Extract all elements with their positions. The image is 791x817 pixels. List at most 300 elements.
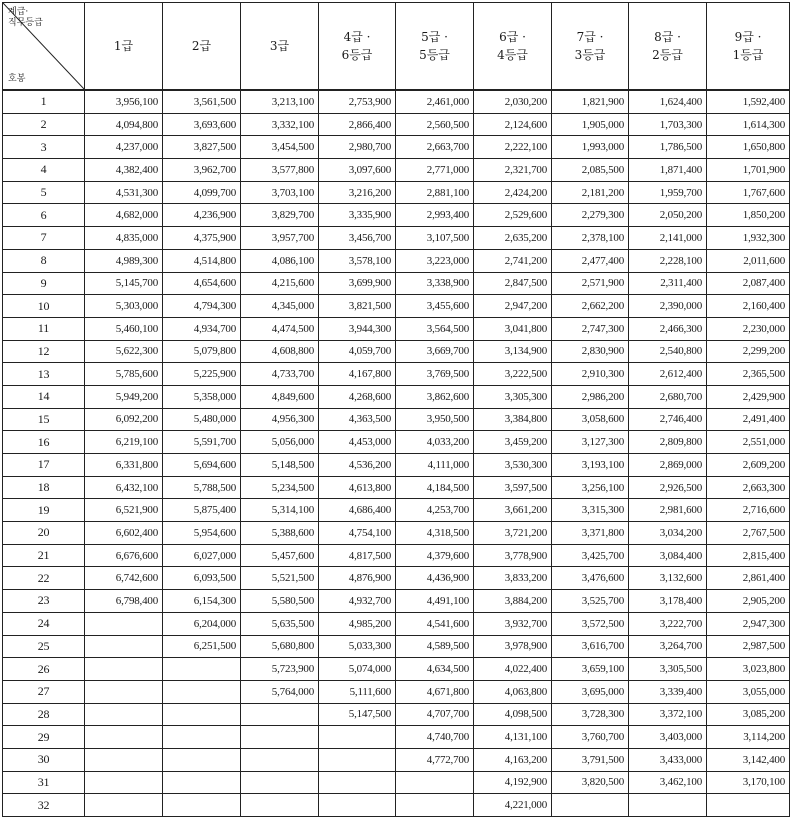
table-row	[3, 317, 790, 340]
salary-cell: 3,264,700	[629, 635, 707, 658]
step-number-cell: 21	[3, 544, 85, 567]
salary-cell: 2,390,000	[629, 295, 707, 318]
step-number-cell: 25	[3, 635, 85, 658]
salary-cell: 2,279,300	[552, 204, 629, 227]
salary-cell: 4,059,700	[319, 340, 396, 363]
salary-cell: 3,829,700	[241, 204, 319, 227]
grade-header	[552, 3, 629, 91]
salary-cell: 4,634,500	[396, 658, 474, 681]
salary-cell: 4,754,100	[319, 522, 396, 545]
salary-cell	[319, 726, 396, 749]
table-row	[3, 136, 790, 159]
step-number-cell: 23	[3, 590, 85, 613]
salary-cell: 2,571,900	[552, 272, 629, 295]
salary-cell	[85, 635, 163, 658]
salary-cell: 3,055,000	[707, 680, 790, 703]
grade-label: 9급 ·	[734, 30, 762, 44]
salary-cell: 4,740,700	[396, 726, 474, 749]
salary-cell: 4,131,100	[474, 726, 552, 749]
salary-cell: 3,572,500	[552, 612, 629, 635]
table-body	[3, 90, 790, 817]
salary-cell: 2,663,300	[707, 476, 790, 499]
salary-cell: 5,635,500	[241, 612, 319, 635]
salary-cell: 2,905,200	[707, 590, 790, 613]
salary-cell: 3,223,000	[396, 249, 474, 272]
salary-cell: 4,876,900	[319, 567, 396, 590]
step-number-cell: 10	[3, 295, 85, 318]
job-grade-label: 5등급	[419, 48, 450, 62]
salary-cell: 4,671,800	[396, 680, 474, 703]
table-row	[3, 476, 790, 499]
salary-cell: 3,107,500	[396, 227, 474, 250]
salary-cell: 4,318,500	[396, 522, 474, 545]
salary-cell: 3,778,900	[474, 544, 552, 567]
step-number-cell: 7	[3, 227, 85, 250]
table-row	[3, 249, 790, 272]
salary-cell: 3,728,300	[552, 703, 629, 726]
corner-bottom-label: 호봉	[8, 74, 26, 84]
salary-cell: 3,335,900	[319, 204, 396, 227]
salary-cell: 4,541,600	[396, 612, 474, 635]
salary-cell: 5,591,700	[163, 431, 241, 454]
salary-cell: 4,589,500	[396, 635, 474, 658]
salary-cell	[552, 794, 629, 817]
salary-cell: 5,680,800	[241, 635, 319, 658]
salary-cell: 4,794,300	[163, 295, 241, 318]
salary-cell: 4,956,300	[241, 408, 319, 431]
salary-cell: 2,141,000	[629, 227, 707, 250]
salary-cell: 3,132,600	[629, 567, 707, 590]
salary-cell: 5,225,900	[163, 363, 241, 386]
salary-cell: 3,455,600	[396, 295, 474, 318]
salary-cell: 2,980,700	[319, 136, 396, 159]
salary-cell: 4,099,700	[163, 181, 241, 204]
salary-cell	[319, 748, 396, 771]
salary-cell: 3,791,500	[552, 748, 629, 771]
salary-cell: 2,529,600	[474, 204, 552, 227]
salary-cell: 3,821,500	[319, 295, 396, 318]
table-row	[3, 431, 790, 454]
salary-cell: 1,650,800	[707, 136, 790, 159]
salary-cell: 3,170,100	[707, 771, 790, 794]
salary-cell: 4,682,000	[85, 204, 163, 227]
salary-cell: 1,614,300	[707, 113, 790, 136]
salary-cell: 2,981,600	[629, 499, 707, 522]
salary-cell	[85, 680, 163, 703]
table-row	[3, 227, 790, 250]
salary-cell: 4,733,700	[241, 363, 319, 386]
salary-cell: 5,145,700	[85, 272, 163, 295]
salary-cell: 3,962,700	[163, 159, 241, 182]
step-number-cell: 11	[3, 317, 85, 340]
salary-cell: 5,074,000	[319, 658, 396, 681]
salary-cell: 3,332,100	[241, 113, 319, 136]
salary-cell: 3,820,500	[552, 771, 629, 794]
table-row	[3, 295, 790, 318]
salary-cell: 4,237,000	[85, 136, 163, 159]
salary-cell: 2,030,200	[474, 90, 552, 113]
salary-cell: 2,424,200	[474, 181, 552, 204]
table-row	[3, 340, 790, 363]
salary-cell	[85, 748, 163, 771]
salary-cell: 3,305,500	[629, 658, 707, 681]
salary-cell	[241, 771, 319, 794]
salary-cell: 4,086,100	[241, 249, 319, 272]
salary-cell: 5,949,200	[85, 385, 163, 408]
salary-cell: 3,476,600	[552, 567, 629, 590]
salary-cell: 4,236,900	[163, 204, 241, 227]
salary-cell: 3,561,500	[163, 90, 241, 113]
salary-cell: 4,033,200	[396, 431, 474, 454]
salary-cell: 4,111,000	[396, 454, 474, 477]
salary-cell: 1,703,300	[629, 113, 707, 136]
salary-cell: 2,635,200	[474, 227, 552, 250]
grade-label: 1급	[113, 39, 134, 53]
salary-cell: 2,746,400	[629, 408, 707, 431]
salary-cell: 5,580,500	[241, 590, 319, 613]
step-number-cell: 27	[3, 680, 85, 703]
salary-cell: 1,932,300	[707, 227, 790, 250]
salary-cell: 3,058,600	[552, 408, 629, 431]
salary-cell: 3,957,700	[241, 227, 319, 250]
salary-cell: 3,578,100	[319, 249, 396, 272]
table-row	[3, 658, 790, 681]
salary-cell: 1,993,000	[552, 136, 629, 159]
salary-cell: 3,661,200	[474, 499, 552, 522]
salary-cell: 3,084,400	[629, 544, 707, 567]
salary-cell: 5,457,600	[241, 544, 319, 567]
salary-cell: 3,669,700	[396, 340, 474, 363]
salary-cell	[85, 612, 163, 635]
table-header	[3, 3, 790, 91]
grade-header	[163, 3, 241, 91]
job-grade-label: 2등급	[652, 48, 683, 62]
salary-cell: 2,869,000	[629, 454, 707, 477]
salary-cell: 3,403,000	[629, 726, 707, 749]
salary-cell: 3,525,700	[552, 590, 629, 613]
salary-cell: 4,536,200	[319, 454, 396, 477]
salary-cell	[241, 794, 319, 817]
salary-cell: 3,178,400	[629, 590, 707, 613]
salary-cell: 2,866,400	[319, 113, 396, 136]
salary-cell: 4,192,900	[474, 771, 552, 794]
salary-cell: 5,111,600	[319, 680, 396, 703]
table-row	[3, 385, 790, 408]
job-grade-label: 3등급	[574, 48, 606, 62]
salary-cell	[396, 771, 474, 794]
salary-cell: 2,124,600	[474, 113, 552, 136]
salary-cell: 6,602,400	[85, 522, 163, 545]
step-number-cell: 17	[3, 454, 85, 477]
table-row	[3, 726, 790, 749]
salary-cell: 3,213,100	[241, 90, 319, 113]
table-row	[3, 635, 790, 658]
salary-cell: 2,741,200	[474, 249, 552, 272]
salary-cell: 4,436,900	[396, 567, 474, 590]
salary-cell: 4,379,600	[396, 544, 474, 567]
salary-cell: 5,388,600	[241, 522, 319, 545]
step-number-cell: 13	[3, 363, 85, 386]
salary-cell: 5,234,500	[241, 476, 319, 499]
table-row	[3, 90, 790, 113]
salary-table-container	[2, 2, 789, 812]
step-number-cell: 22	[3, 567, 85, 590]
salary-cell: 2,160,400	[707, 295, 790, 318]
salary-cell: 6,676,600	[85, 544, 163, 567]
table-row	[3, 499, 790, 522]
salary-cell: 2,680,700	[629, 385, 707, 408]
salary-cell	[85, 658, 163, 681]
step-number-cell: 3	[3, 136, 85, 159]
job-grade-label: 4등급	[497, 48, 528, 62]
salary-cell: 3,932,700	[474, 612, 552, 635]
salary-cell: 2,847,500	[474, 272, 552, 295]
header-row	[3, 3, 790, 91]
salary-cell: 3,384,800	[474, 408, 552, 431]
salary-cell: 5,148,500	[241, 454, 319, 477]
salary-cell: 4,835,000	[85, 227, 163, 250]
salary-cell: 2,429,900	[707, 385, 790, 408]
salary-cell: 3,338,900	[396, 272, 474, 295]
salary-cell: 2,466,300	[629, 317, 707, 340]
salary-cell: 2,771,000	[396, 159, 474, 182]
salary-cell: 3,222,500	[474, 363, 552, 386]
salary-cell	[319, 771, 396, 794]
step-number-cell: 6	[3, 204, 85, 227]
salary-cell: 4,098,500	[474, 703, 552, 726]
salary-cell: 6,798,400	[85, 590, 163, 613]
salary-cell: 4,345,000	[241, 295, 319, 318]
corner-header-cell	[3, 3, 85, 91]
salary-cell: 4,817,500	[319, 544, 396, 567]
salary-cell: 2,230,000	[707, 317, 790, 340]
salary-cell: 4,163,200	[474, 748, 552, 771]
table-row	[3, 567, 790, 590]
salary-cell: 3,114,200	[707, 726, 790, 749]
salary-cell: 5,764,000	[241, 680, 319, 703]
step-number-cell: 29	[3, 726, 85, 749]
step-number-cell: 19	[3, 499, 85, 522]
job-grade-label: 6등급	[341, 48, 373, 62]
salary-cell: 2,228,100	[629, 249, 707, 272]
salary-cell: 5,521,500	[241, 567, 319, 590]
salary-cell	[396, 794, 474, 817]
salary-cell: 2,662,200	[552, 295, 629, 318]
salary-cell: 3,023,800	[707, 658, 790, 681]
salary-cell: 1,871,400	[629, 159, 707, 182]
salary-cell: 3,769,500	[396, 363, 474, 386]
grade-header	[85, 3, 163, 91]
salary-cell: 5,622,300	[85, 340, 163, 363]
salary-cell: 6,432,100	[85, 476, 163, 499]
corner-top-label	[8, 7, 43, 29]
salary-cell: 4,934,700	[163, 317, 241, 340]
step-number-cell: 5	[3, 181, 85, 204]
table-row	[3, 771, 790, 794]
salary-cell: 4,985,200	[319, 612, 396, 635]
step-number-cell: 9	[3, 272, 85, 295]
salary-cell: 3,884,200	[474, 590, 552, 613]
table-row	[3, 522, 790, 545]
step-number-cell: 24	[3, 612, 85, 635]
salary-cell: 2,461,000	[396, 90, 474, 113]
step-number-cell: 32	[3, 794, 85, 817]
salary-cell: 2,299,200	[707, 340, 790, 363]
salary-cell: 6,742,600	[85, 567, 163, 590]
grade-label: 5급 ·	[421, 30, 448, 44]
salary-cell: 3,530,300	[474, 454, 552, 477]
salary-cell: 1,624,400	[629, 90, 707, 113]
grade-label: 2급	[191, 39, 212, 53]
salary-cell: 5,723,900	[241, 658, 319, 681]
salary-cell: 2,378,100	[552, 227, 629, 250]
table-row	[3, 794, 790, 817]
salary-cell: 3,371,800	[552, 522, 629, 545]
salary-cell: 4,932,700	[319, 590, 396, 613]
salary-cell: 2,716,600	[707, 499, 790, 522]
salary-cell	[163, 794, 241, 817]
table-row	[3, 272, 790, 295]
salary-cell: 5,875,400	[163, 499, 241, 522]
salary-cell: 3,339,400	[629, 680, 707, 703]
salary-cell: 3,616,700	[552, 635, 629, 658]
salary-cell: 5,314,100	[241, 499, 319, 522]
corner-top-line1: 계급·	[8, 7, 29, 17]
salary-cell: 2,609,200	[707, 454, 790, 477]
salary-cell: 2,926,500	[629, 476, 707, 499]
salary-cell: 2,910,300	[552, 363, 629, 386]
grade-header	[319, 3, 396, 91]
salary-cell: 4,514,800	[163, 249, 241, 272]
salary-cell: 6,251,500	[163, 635, 241, 658]
salary-cell: 4,215,600	[241, 272, 319, 295]
salary-cell: 3,564,500	[396, 317, 474, 340]
grade-label: 8급 ·	[654, 30, 681, 44]
step-number-cell: 20	[3, 522, 85, 545]
step-number-cell: 1	[3, 90, 85, 113]
salary-cell: 6,204,000	[163, 612, 241, 635]
salary-cell: 3,862,600	[396, 385, 474, 408]
salary-cell: 5,460,100	[85, 317, 163, 340]
salary-cell: 2,560,500	[396, 113, 474, 136]
salary-cell: 3,833,200	[474, 567, 552, 590]
salary-cell: 3,454,500	[241, 136, 319, 159]
salary-cell: 3,695,000	[552, 680, 629, 703]
salary-cell: 2,612,400	[629, 363, 707, 386]
salary-cell: 2,311,400	[629, 272, 707, 295]
salary-cell	[241, 703, 319, 726]
salary-cell: 4,221,000	[474, 794, 552, 817]
salary-cell: 4,363,500	[319, 408, 396, 431]
salary-cell: 3,597,500	[474, 476, 552, 499]
salary-cell: 3,127,300	[552, 431, 629, 454]
salary-cell: 4,531,300	[85, 181, 163, 204]
salary-cell: 3,827,500	[163, 136, 241, 159]
salary-cell: 4,167,800	[319, 363, 396, 386]
salary-cell: 4,491,100	[396, 590, 474, 613]
salary-cell: 2,087,400	[707, 272, 790, 295]
salary-cell: 2,663,700	[396, 136, 474, 159]
salary-cell: 3,433,000	[629, 748, 707, 771]
salary-cell: 3,659,100	[552, 658, 629, 681]
salary-cell: 3,193,100	[552, 454, 629, 477]
salary-cell: 4,184,500	[396, 476, 474, 499]
table-row	[3, 408, 790, 431]
salary-cell: 4,608,800	[241, 340, 319, 363]
step-number-cell: 18	[3, 476, 85, 499]
salary-cell: 1,850,200	[707, 204, 790, 227]
grade-label: 3급	[269, 39, 290, 53]
salary-cell: 3,721,200	[474, 522, 552, 545]
salary-cell: 4,094,800	[85, 113, 163, 136]
salary-cell: 5,785,600	[85, 363, 163, 386]
salary-cell: 2,747,300	[552, 317, 629, 340]
table-row	[3, 703, 790, 726]
salary-cell: 4,654,600	[163, 272, 241, 295]
salary-cell: 3,097,600	[319, 159, 396, 182]
salary-cell	[85, 726, 163, 749]
salary-cell: 5,358,000	[163, 385, 241, 408]
salary-cell: 3,041,800	[474, 317, 552, 340]
salary-cell: 2,085,500	[552, 159, 629, 182]
salary-cell: 2,881,100	[396, 181, 474, 204]
step-number-cell: 2	[3, 113, 85, 136]
salary-cell: 3,305,300	[474, 385, 552, 408]
salary-cell	[163, 680, 241, 703]
salary-cell: 2,753,900	[319, 90, 396, 113]
table-row	[3, 680, 790, 703]
salary-cell: 2,767,500	[707, 522, 790, 545]
grade-header	[241, 3, 319, 91]
table-row	[3, 612, 790, 635]
salary-cell: 4,772,700	[396, 748, 474, 771]
salary-cell: 2,986,200	[552, 385, 629, 408]
salary-cell: 6,521,900	[85, 499, 163, 522]
table-row	[3, 159, 790, 182]
salary-cell: 3,425,700	[552, 544, 629, 567]
salary-cell: 1,821,900	[552, 90, 629, 113]
step-number-cell: 12	[3, 340, 85, 363]
salary-cell: 3,085,200	[707, 703, 790, 726]
salary-cell: 6,154,300	[163, 590, 241, 613]
salary-cell	[85, 794, 163, 817]
salary-cell: 4,022,400	[474, 658, 552, 681]
salary-cell: 1,767,600	[707, 181, 790, 204]
salary-cell: 5,147,500	[319, 703, 396, 726]
salary-table	[2, 2, 790, 817]
salary-cell: 2,365,500	[707, 363, 790, 386]
salary-cell: 2,321,700	[474, 159, 552, 182]
salary-cell: 2,491,400	[707, 408, 790, 431]
salary-cell: 4,268,600	[319, 385, 396, 408]
step-number-cell: 4	[3, 159, 85, 182]
salary-cell: 5,079,800	[163, 340, 241, 363]
salary-cell	[163, 771, 241, 794]
salary-cell: 4,375,900	[163, 227, 241, 250]
salary-cell: 3,462,100	[629, 771, 707, 794]
step-number-cell: 30	[3, 748, 85, 771]
salary-cell	[85, 771, 163, 794]
salary-cell: 2,050,200	[629, 204, 707, 227]
salary-cell: 2,181,200	[552, 181, 629, 204]
salary-cell: 4,382,400	[85, 159, 163, 182]
salary-cell	[163, 703, 241, 726]
table-row	[3, 181, 790, 204]
table-row	[3, 748, 790, 771]
salary-cell: 3,456,700	[319, 227, 396, 250]
salary-cell: 3,372,100	[629, 703, 707, 726]
table-row	[3, 590, 790, 613]
